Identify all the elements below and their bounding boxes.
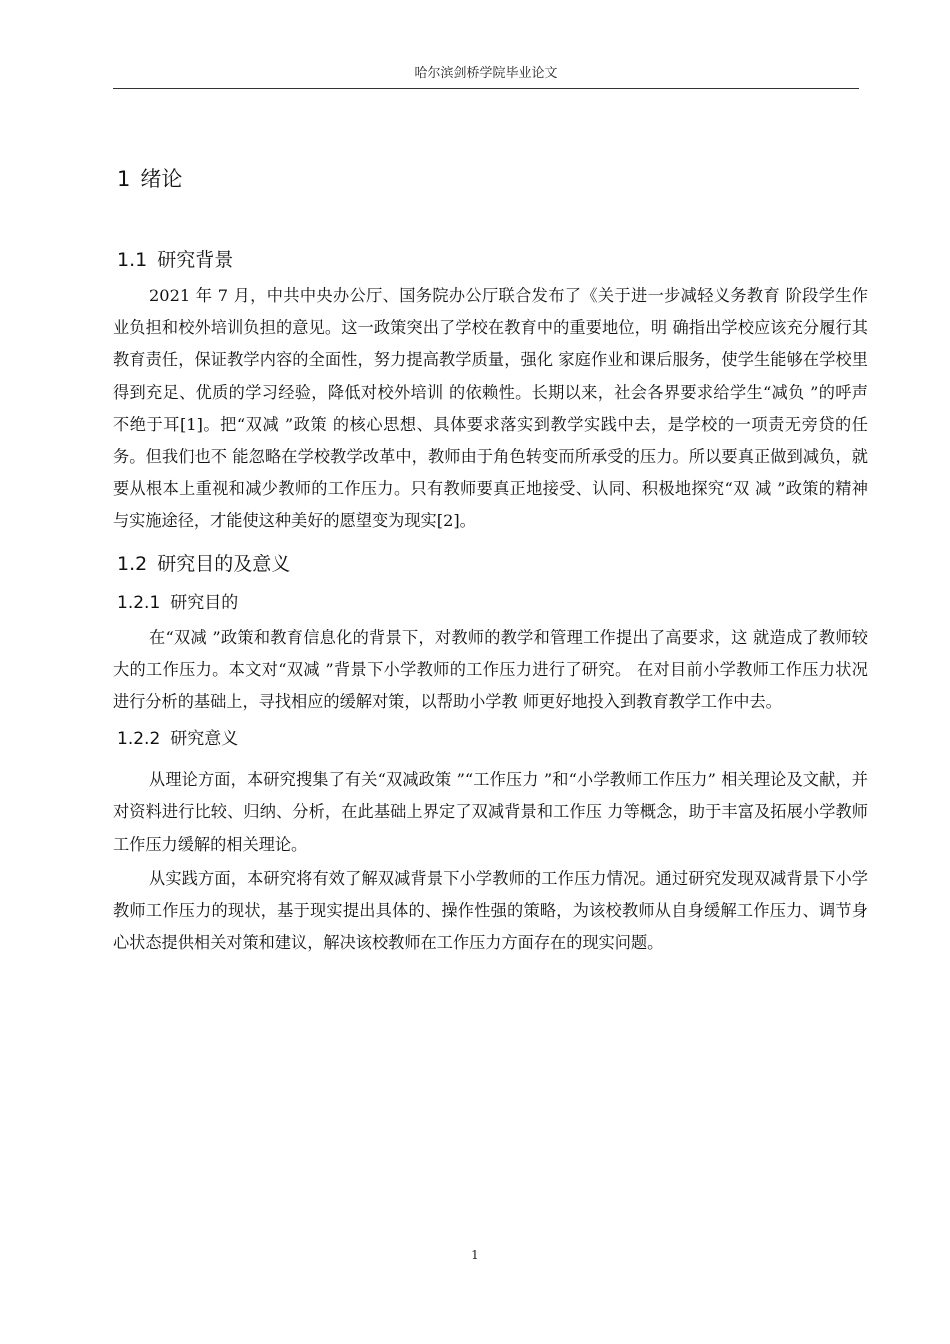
page-body (113, 160, 868, 961)
subsection-number: 1.2.1 (117, 592, 161, 613)
chapter-heading (117, 160, 868, 198)
section-heading-background (117, 242, 868, 278)
section-title: 研究目的及意义 (157, 552, 291, 575)
subsection-heading-significance (117, 722, 868, 756)
subsection-heading-purpose (117, 586, 868, 620)
subsection-title: 研究意义 (170, 729, 239, 750)
significance-paragraph-practice: 从实践方面，本研究将有效了解双减背景下小学教师的工作压力情况。通过研究发现双减背景下小学教师工作压力的现状，基于现实提出具体的、操作性强的策略，为该校教师从自身缓解工作压力、调节身心状态提供相关对策和建议，解决该校教师在工作压力方面存在的现实问题。 (113, 868, 868, 953)
running-header: 哈尔滨剑桥学院毕业论文 (414, 66, 558, 81)
chapter-number: 1 (117, 167, 131, 191)
significance-paragraph-theory: 从理论方面，本研究搜集了有关“双减政策 ”“工作压力 ”和“小学教师工作压力” 相关理论及文献，并对资料进行比较、归纳、分析，在此基础上界定了双减背景和工作压 力等概念，助于丰富及拓展小学教师工作压力缓解的相关理论。 (113, 770, 868, 854)
chapter-title: 绪论 (140, 167, 183, 191)
subsection-title: 研究目的 (170, 592, 239, 613)
section-title: 研究背景 (157, 249, 234, 271)
purpose-paragraph: 在“双减 ”政策和教育信息化的背景下，对教师的教学和管理工作提出了高要求，这 就造成了教师较大的工作压力。本文对“双减 ”背景下小学教师的工作压力进行了研究。 在对目前小学教师工作压力状况进行分析的基础上，寻找相应的缓解对策，以帮助小学教 师更好地投入到教育教学工作中去。 (113, 627, 868, 712)
header-rule (113, 88, 859, 89)
page-number: 1 (471, 1248, 479, 1262)
section-number: 1.2 (117, 552, 148, 575)
subsection-number: 1.2.2 (117, 729, 161, 750)
section-number: 1.1 (117, 249, 148, 271)
background-paragraph: 2021 年 7 月，中共中央办公厅、国务院办公厅联合发布了《关于进一步减轻义务教育 阶段学生作业负担和校外培训负担的意见。这一政策突出了学校在教育中的重要地位，明 确指出学校应该充分履行其教育责任，保证教学内容的全面性，努力提高教学质量，强化 家庭作业和课后服务，使学生能够在学校里得到充足、优质的学习经验，降低对校外培训 的依赖性。长期以来，社会各界要求给学生“减负 ”的呼声不绝于耳[1]。把“双减 ”政策 的核心思想、具体要求落实到教学实践中去，是学校的一项责无旁贷的任务。但我们也不 能忽略在学校教学改革中，教师由于角色转变而所承受的压力。所以要真正做到减负，就 要从根本上重视和减少教师的工作压力。只有教师要真正地接受、认同、积极地探究“双 减 ”政策的精神与实施途径，才能使这种美好的愿望变为现实[2]。 (113, 286, 868, 531)
section-heading-purpose-significance (117, 546, 868, 582)
